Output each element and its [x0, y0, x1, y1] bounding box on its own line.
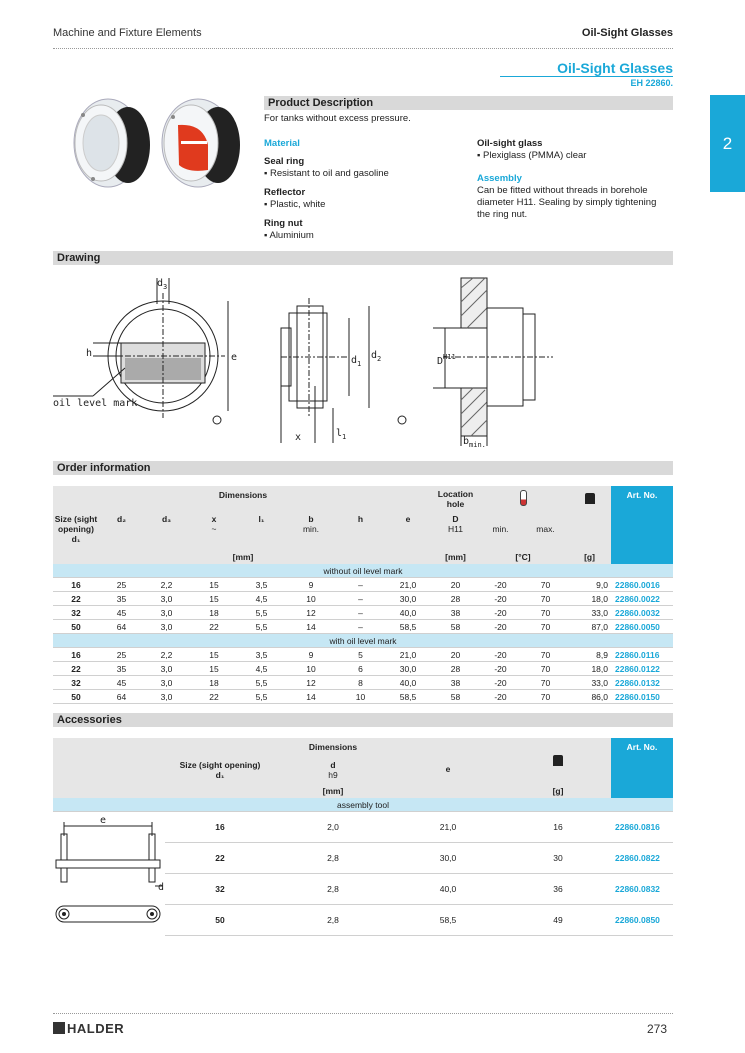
table-cell: 4,5 — [239, 592, 284, 606]
assembly-tool-drawing — [54, 814, 164, 938]
header-category: Machine and Fixture Elements — [53, 27, 202, 39]
col-l1: l₁ — [239, 512, 284, 550]
art-no-link[interactable]: 22860.0122 — [611, 662, 673, 676]
art-no-link[interactable]: 22860.0822 — [611, 843, 673, 874]
unit-celsius: [°C] — [478, 550, 568, 564]
table-cell: 3,0 — [144, 690, 189, 704]
table-cell: 18,0 — [568, 592, 611, 606]
technical-drawing — [53, 268, 673, 458]
table-cell: 58 — [433, 690, 478, 704]
table-cell: 38 — [433, 606, 478, 620]
assembly-label: Assembly — [477, 173, 522, 184]
art-no-link[interactable]: 22860.0116 — [611, 648, 673, 662]
title-rule — [500, 76, 673, 77]
product-description-heading: Product Description — [264, 96, 673, 110]
art-no-link[interactable]: 22860.0016 — [611, 578, 673, 592]
table-cell: 45 — [99, 606, 144, 620]
label-e: e — [231, 352, 238, 363]
table-cell: 14 — [284, 620, 338, 634]
table-cell: -20 — [478, 676, 523, 690]
table-cell: 21,0 — [383, 648, 433, 662]
table-cell: 5 — [338, 648, 383, 662]
table-row — [53, 662, 673, 676]
table-cell: 9 — [284, 578, 338, 592]
drawing-heading: Drawing — [53, 251, 673, 265]
art-no-link[interactable]: 22860.0022 — [611, 592, 673, 606]
table-cell: 45 — [99, 676, 144, 690]
page-subtitle: EH 22860. — [630, 78, 673, 88]
table-cell: 5,5 — [239, 690, 284, 704]
table-cell: – — [338, 578, 383, 592]
col-size: Size (sight opening) d₁ — [53, 512, 99, 550]
table-cell: 22 — [53, 592, 99, 606]
table-cell: 10 — [284, 662, 338, 676]
table-cell: 9 — [284, 648, 338, 662]
table-cell: 70 — [523, 606, 568, 620]
assembly-text: Can be fitted without threads in borehole diameter H11. Sealing by simply tightening the ring nut. — [477, 185, 657, 220]
table-cell: 40,0 — [391, 874, 505, 905]
installed-view — [433, 278, 553, 446]
table-row — [53, 648, 673, 662]
art-no-link[interactable]: 22860.0816 — [611, 812, 673, 843]
chapter-tab[interactable]: 2 — [710, 95, 745, 192]
table-cell: 28 — [433, 662, 478, 676]
seal-ring-text: ▪ Resistant to oil and gasoline — [264, 168, 389, 179]
table-cell: 3,0 — [144, 592, 189, 606]
table-cell: – — [338, 620, 383, 634]
table-cell: 15 — [189, 578, 239, 592]
page-number: 273 — [646, 1022, 667, 1036]
sight-glass-photo-right — [162, 99, 240, 187]
table-cell: 5,5 — [239, 606, 284, 620]
table-cell: 58 — [433, 620, 478, 634]
table-cell: 12 — [284, 606, 338, 620]
table-cell: 2,8 — [275, 843, 391, 874]
group-assembly-tool: assembly tool — [53, 798, 673, 812]
table-cell: 36 — [505, 874, 611, 905]
art-no-header: Art. No. — [611, 486, 673, 564]
table-cell: -20 — [478, 662, 523, 676]
art-no-link[interactable]: 22860.0850 — [611, 905, 673, 936]
acc-art-no-header: Art. No. — [611, 738, 673, 798]
ring-nut-label: Ring nut — [264, 218, 303, 229]
header-rule — [53, 48, 673, 49]
table-cell: 50 — [53, 690, 99, 704]
table-row — [53, 578, 673, 592]
label-l1: $l_1$ — [336, 428, 347, 441]
table-cell: 10 — [338, 690, 383, 704]
table-cell: 18 — [189, 606, 239, 620]
art-no-link[interactable]: 22860.0050 — [611, 620, 673, 634]
table-cell: 70 — [523, 662, 568, 676]
table-cell: 9,0 — [568, 578, 611, 592]
table-cell: 22 — [53, 662, 99, 676]
label-D: $D^{H11}$ — [437, 353, 456, 367]
label-h: h — [86, 348, 93, 359]
table-cell: 70 — [523, 690, 568, 704]
product-photo — [53, 95, 253, 195]
table-row — [53, 620, 673, 634]
table-cell: 22 — [189, 690, 239, 704]
table-cell: 70 — [523, 592, 568, 606]
table-cell: 2,0 — [275, 812, 391, 843]
table-cell: 32 — [165, 874, 275, 905]
description-intro: For tanks without excess pressure. — [264, 113, 411, 124]
table-cell: 18 — [189, 676, 239, 690]
page-title: Oil-Sight Glasses — [557, 60, 673, 76]
table-cell: 50 — [165, 905, 275, 936]
table-cell: 21,0 — [391, 812, 505, 843]
table-cell: -20 — [478, 648, 523, 662]
table-cell: 25 — [99, 648, 144, 662]
table-cell: 6 — [338, 662, 383, 676]
table-row — [53, 592, 673, 606]
thermometer-icon — [520, 490, 527, 506]
table-cell: 2,2 — [144, 578, 189, 592]
table-cell: 20 — [433, 578, 478, 592]
table-cell: 16 — [505, 812, 611, 843]
table-cell: 32 — [53, 606, 99, 620]
table-cell: 33,0 — [568, 606, 611, 620]
table-cell: 38 — [433, 676, 478, 690]
sight-glass-photo-left — [74, 99, 150, 187]
table-cell: 40,0 — [383, 606, 433, 620]
table-cell: 25 — [99, 578, 144, 592]
table-cell: 58,5 — [391, 905, 505, 936]
table-cell: 18,0 — [568, 662, 611, 676]
table-cell: -20 — [478, 578, 523, 592]
table-cell: 2,8 — [275, 874, 391, 905]
label-oil-level-mark: oil level mark — [53, 398, 138, 409]
acc-e-header: e — [391, 738, 505, 784]
table-row — [53, 606, 673, 620]
art-no-link[interactable]: 22860.0132 — [611, 676, 673, 690]
col-max: max. — [523, 512, 568, 550]
col-b: b min. — [284, 512, 338, 550]
col-e: e — [383, 512, 433, 550]
table-cell: 15 — [189, 592, 239, 606]
table-cell: 8 — [338, 676, 383, 690]
table-cell: 35 — [99, 592, 144, 606]
acc-unit-mm: [mm] — [275, 784, 391, 798]
table-cell: 30,0 — [391, 843, 505, 874]
table-cell: 4,5 — [239, 662, 284, 676]
table-cell: – — [338, 606, 383, 620]
temperature-header — [478, 486, 568, 512]
table-cell: 2,2 — [144, 648, 189, 662]
table-cell: 16 — [53, 648, 99, 662]
table-cell: 58,5 — [383, 620, 433, 634]
table-cell: 12 — [284, 676, 338, 690]
table-cell: 21,0 — [383, 578, 433, 592]
halder-logo-icon — [53, 1022, 65, 1034]
order-table — [53, 486, 673, 704]
table-cell: 14 — [284, 690, 338, 704]
table-cell: -20 — [478, 592, 523, 606]
table-cell: 15 — [189, 662, 239, 676]
table-cell: 16 — [165, 812, 275, 843]
table-cell: 33,0 — [568, 676, 611, 690]
table-cell: 87,0 — [568, 620, 611, 634]
table-cell: 70 — [523, 648, 568, 662]
col-d3: d₃ — [144, 512, 189, 550]
ring-nut-text: ▪ Aluminium — [264, 230, 314, 241]
table-cell: 3,0 — [144, 606, 189, 620]
table-cell: -20 — [478, 690, 523, 704]
table-cell: 35 — [99, 662, 144, 676]
table-cell: – — [338, 592, 383, 606]
col-h: h — [338, 512, 383, 550]
table-cell: 50 — [53, 620, 99, 634]
unit-mm: [mm] — [53, 550, 433, 564]
table-cell: 5,5 — [239, 676, 284, 690]
weight-icon — [553, 755, 563, 766]
table-cell: -20 — [478, 620, 523, 634]
col-x: x ~ — [189, 512, 239, 550]
table-cell: 70 — [523, 578, 568, 592]
table-cell: 3,5 — [239, 648, 284, 662]
acc-size-header: Size (sight opening) d₁ — [165, 738, 275, 784]
accessories-heading: Accessories — [53, 713, 673, 727]
reflector-label: Reflector — [264, 187, 306, 198]
table-cell: 22 — [165, 843, 275, 874]
table-cell: 20 — [433, 648, 478, 662]
group-with-mark: with oil level mark — [53, 634, 673, 648]
unit-mm-hole: [mm] — [433, 550, 478, 564]
table-cell: 70 — [523, 676, 568, 690]
table-row — [53, 676, 673, 690]
weight-icon — [585, 493, 595, 504]
weight-header — [568, 486, 611, 512]
table-cell: 30,0 — [383, 592, 433, 606]
col-weight — [568, 512, 611, 550]
glass-label: Oil-sight glass — [477, 138, 543, 149]
tool-label-d: d — [158, 882, 164, 893]
label-d1: $d_1$ — [351, 355, 362, 368]
order-information-heading: Order information — [53, 461, 673, 475]
art-no-link[interactable]: 22860.0032 — [611, 606, 673, 620]
table-cell: 3,5 — [239, 578, 284, 592]
acc-d-header: Dimensions d h9 — [275, 738, 391, 784]
tool-label-e: e — [100, 815, 107, 826]
table-row — [53, 690, 673, 704]
table-cell: 64 — [99, 690, 144, 704]
table-cell: 28 — [433, 592, 478, 606]
table-cell: 8,9 — [568, 648, 611, 662]
acc-weight-header — [505, 738, 611, 784]
col-d2: d₂ — [99, 512, 144, 550]
table-cell: 64 — [99, 620, 144, 634]
label-b: $b_{min.}$ — [463, 436, 486, 449]
table-cell: 58,5 — [383, 690, 433, 704]
table-cell: 22 — [189, 620, 239, 634]
group-without-mark: without oil level mark — [53, 564, 673, 578]
table-cell: 10 — [284, 592, 338, 606]
footer-rule — [53, 1013, 673, 1014]
label-d2: $d_2$ — [371, 350, 382, 363]
header-product: Oil-Sight Glasses — [581, 27, 673, 39]
table-cell: 30,0 — [383, 662, 433, 676]
label-x: x — [295, 432, 302, 443]
label-d3: $d_3$ — [157, 278, 168, 291]
table-cell: 49 — [505, 905, 611, 936]
glass-text: ▪ Plexiglass (PMMA) clear — [477, 150, 587, 161]
col-min: min. — [478, 512, 523, 550]
table-cell: 32 — [53, 676, 99, 690]
acc-unit-g: [g] — [505, 784, 611, 798]
table-cell: 16 — [53, 578, 99, 592]
table-cell: 3,0 — [144, 676, 189, 690]
art-no-link[interactable]: 22860.0150 — [611, 690, 673, 704]
seal-ring-label: Seal ring — [264, 156, 305, 167]
table-cell: 5,5 — [239, 620, 284, 634]
table-cell: -20 — [478, 606, 523, 620]
table-cell: 40,0 — [383, 676, 433, 690]
art-no-link[interactable]: 22860.0832 — [611, 874, 673, 905]
side-view — [281, 298, 406, 443]
halder-logo[interactable]: HALDER — [53, 1021, 124, 1036]
dimensions-header: Dimensions — [53, 486, 433, 512]
table-cell: 3,0 — [144, 620, 189, 634]
table-cell: 86,0 — [568, 690, 611, 704]
table-cell: 70 — [523, 620, 568, 634]
table-cell: 3,0 — [144, 662, 189, 676]
reflector-text: ▪ Plastic, white — [264, 199, 326, 210]
table-cell: 2,8 — [275, 905, 391, 936]
table-cell: 15 — [189, 648, 239, 662]
material-label: Material — [264, 138, 300, 149]
table-cell: 30 — [505, 843, 611, 874]
col-D: D H11 — [433, 512, 478, 550]
location-hole-header: Location hole — [433, 486, 478, 512]
unit-gram: [g] — [568, 550, 611, 564]
